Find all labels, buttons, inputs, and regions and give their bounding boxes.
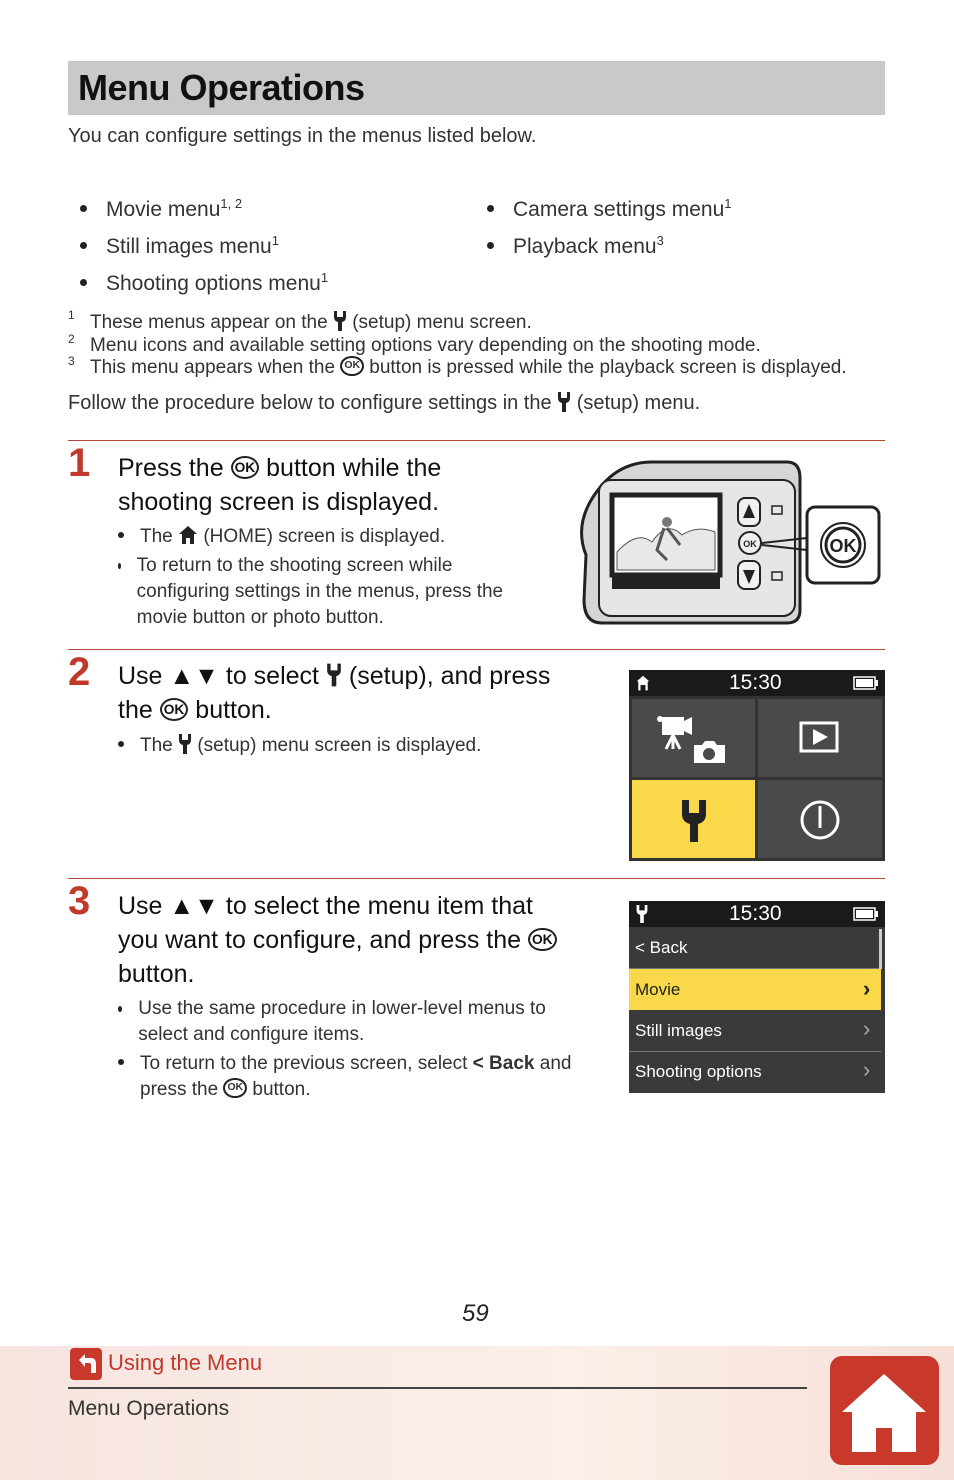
page-number: 59 bbox=[462, 1300, 489, 1327]
chevron-right-icon: › bbox=[863, 1057, 871, 1082]
wrench-icon bbox=[333, 311, 347, 331]
footnote-number: 3 bbox=[68, 354, 75, 368]
playback-tile[interactable] bbox=[758, 699, 882, 777]
ok-button-icon: OK bbox=[223, 1078, 247, 1098]
home-icon bbox=[178, 525, 198, 545]
list-item: Use the same procedure in lower-level menus to select and configure items. bbox=[118, 996, 588, 1048]
back-arrow-icon[interactable] bbox=[70, 1348, 102, 1380]
clock: 15:30 bbox=[729, 902, 782, 925]
footer-section-link[interactable]: Using the Menu bbox=[108, 1350, 263, 1375]
step-heading: Use ▲▼ to select (setup), and press the OK button. bbox=[118, 662, 551, 724]
wrench-icon bbox=[178, 734, 192, 754]
playback-icon bbox=[758, 699, 882, 777]
footnote-number: 1 bbox=[68, 308, 75, 322]
list-item: Shooting options menu$^1$ bbox=[80, 270, 328, 296]
list-item: Still images menu$^1$ bbox=[80, 233, 279, 259]
step-heading: Press the OK button while the shooting screen is displayed. bbox=[118, 454, 442, 516]
up-down-arrows-icon: ▲▼ bbox=[169, 892, 219, 920]
menu-item-movie[interactable]: Movie › bbox=[629, 969, 881, 1010]
list-item: To return to the shooting screen while configuring settings in the menus, press the movie button or photo button. bbox=[118, 553, 548, 631]
intro-text: You can configure settings in the menus listed below. bbox=[68, 125, 537, 147]
list-item: Movie menu$^{1, 2}$ bbox=[80, 196, 242, 222]
list-item: Camera settings menu$^1$ bbox=[487, 196, 732, 222]
scrollbar[interactable] bbox=[879, 929, 882, 969]
ok-button-icon: OK bbox=[340, 356, 364, 376]
wrench-icon bbox=[632, 780, 755, 858]
chevron-right-icon: › bbox=[863, 1016, 871, 1041]
menu-item-still-images[interactable]: Still images › bbox=[629, 1011, 881, 1052]
footnote: This menu appears when the OK button is pressed while the playback screen is displayed. bbox=[90, 357, 847, 378]
footnote: These menus appear on the (setup) menu screen. bbox=[90, 312, 532, 333]
menu-item-shooting-options[interactable]: Shooting options › bbox=[635, 1057, 871, 1082]
ok-button-icon: OK bbox=[231, 456, 260, 480]
step-number: 3 bbox=[68, 879, 91, 923]
movie-photo-tile[interactable] bbox=[632, 699, 755, 777]
battery-icon bbox=[853, 907, 879, 921]
power-icon bbox=[758, 780, 882, 858]
step-number: 1 bbox=[68, 441, 91, 485]
camera-illustration bbox=[572, 460, 882, 626]
procedure-text: Follow the procedure below to configure settings in the (setup) menu. bbox=[68, 392, 701, 414]
divider bbox=[68, 878, 885, 879]
footnote-number: 2 bbox=[68, 332, 75, 346]
home-button[interactable] bbox=[830, 1356, 939, 1465]
divider bbox=[68, 649, 885, 650]
list-item: The (setup) menu screen is displayed. bbox=[118, 733, 578, 759]
up-down-arrows-icon: ▲▼ bbox=[169, 662, 219, 690]
movie-camera-icon bbox=[632, 699, 755, 777]
home-icon bbox=[830, 1356, 939, 1465]
svg-text:OK: OK bbox=[743, 539, 757, 549]
step-number: 2 bbox=[68, 650, 91, 694]
list-item: To return to the previous screen, select < Back and press the OK button. bbox=[118, 1051, 598, 1103]
list-item: The (HOME) screen is displayed. bbox=[118, 524, 548, 550]
step-heading: Use ▲▼ to select the menu item that you want to configure, and press the OK button. bbox=[118, 889, 598, 991]
ok-button-icon: OK bbox=[528, 928, 557, 952]
page-title: Menu Operations bbox=[78, 67, 365, 108]
home-screen bbox=[629, 670, 885, 861]
setup-tile[interactable] bbox=[632, 780, 755, 858]
svg-text:OK: OK bbox=[829, 536, 857, 556]
footnote: Menu icons and available setting options vary depending on the shooting mode. bbox=[90, 335, 761, 356]
footer-subsection: Menu Operations bbox=[68, 1397, 230, 1420]
title-bar bbox=[68, 61, 885, 115]
ok-button-icon: OK bbox=[160, 698, 189, 722]
wrench-icon bbox=[635, 905, 649, 923]
battery-icon bbox=[853, 676, 879, 690]
status-bar bbox=[629, 670, 885, 696]
setup-menu-screen bbox=[629, 901, 885, 1093]
list-item: Playback menu$^3$ bbox=[487, 233, 664, 259]
home-icon bbox=[634, 674, 652, 692]
status-bar bbox=[629, 901, 885, 927]
svg-text:Nikon: Nikon bbox=[656, 583, 676, 590]
menu-item-back[interactable]: < Back bbox=[629, 929, 879, 969]
footer-divider bbox=[68, 1387, 807, 1389]
clock: 15:30 bbox=[729, 671, 782, 694]
chevron-right-icon: › bbox=[863, 976, 871, 1001]
wrench-icon bbox=[557, 392, 571, 412]
back-label: < Back bbox=[472, 1053, 535, 1074]
divider bbox=[68, 440, 885, 441]
wrench-icon bbox=[326, 663, 342, 687]
power-tile[interactable] bbox=[758, 780, 882, 858]
